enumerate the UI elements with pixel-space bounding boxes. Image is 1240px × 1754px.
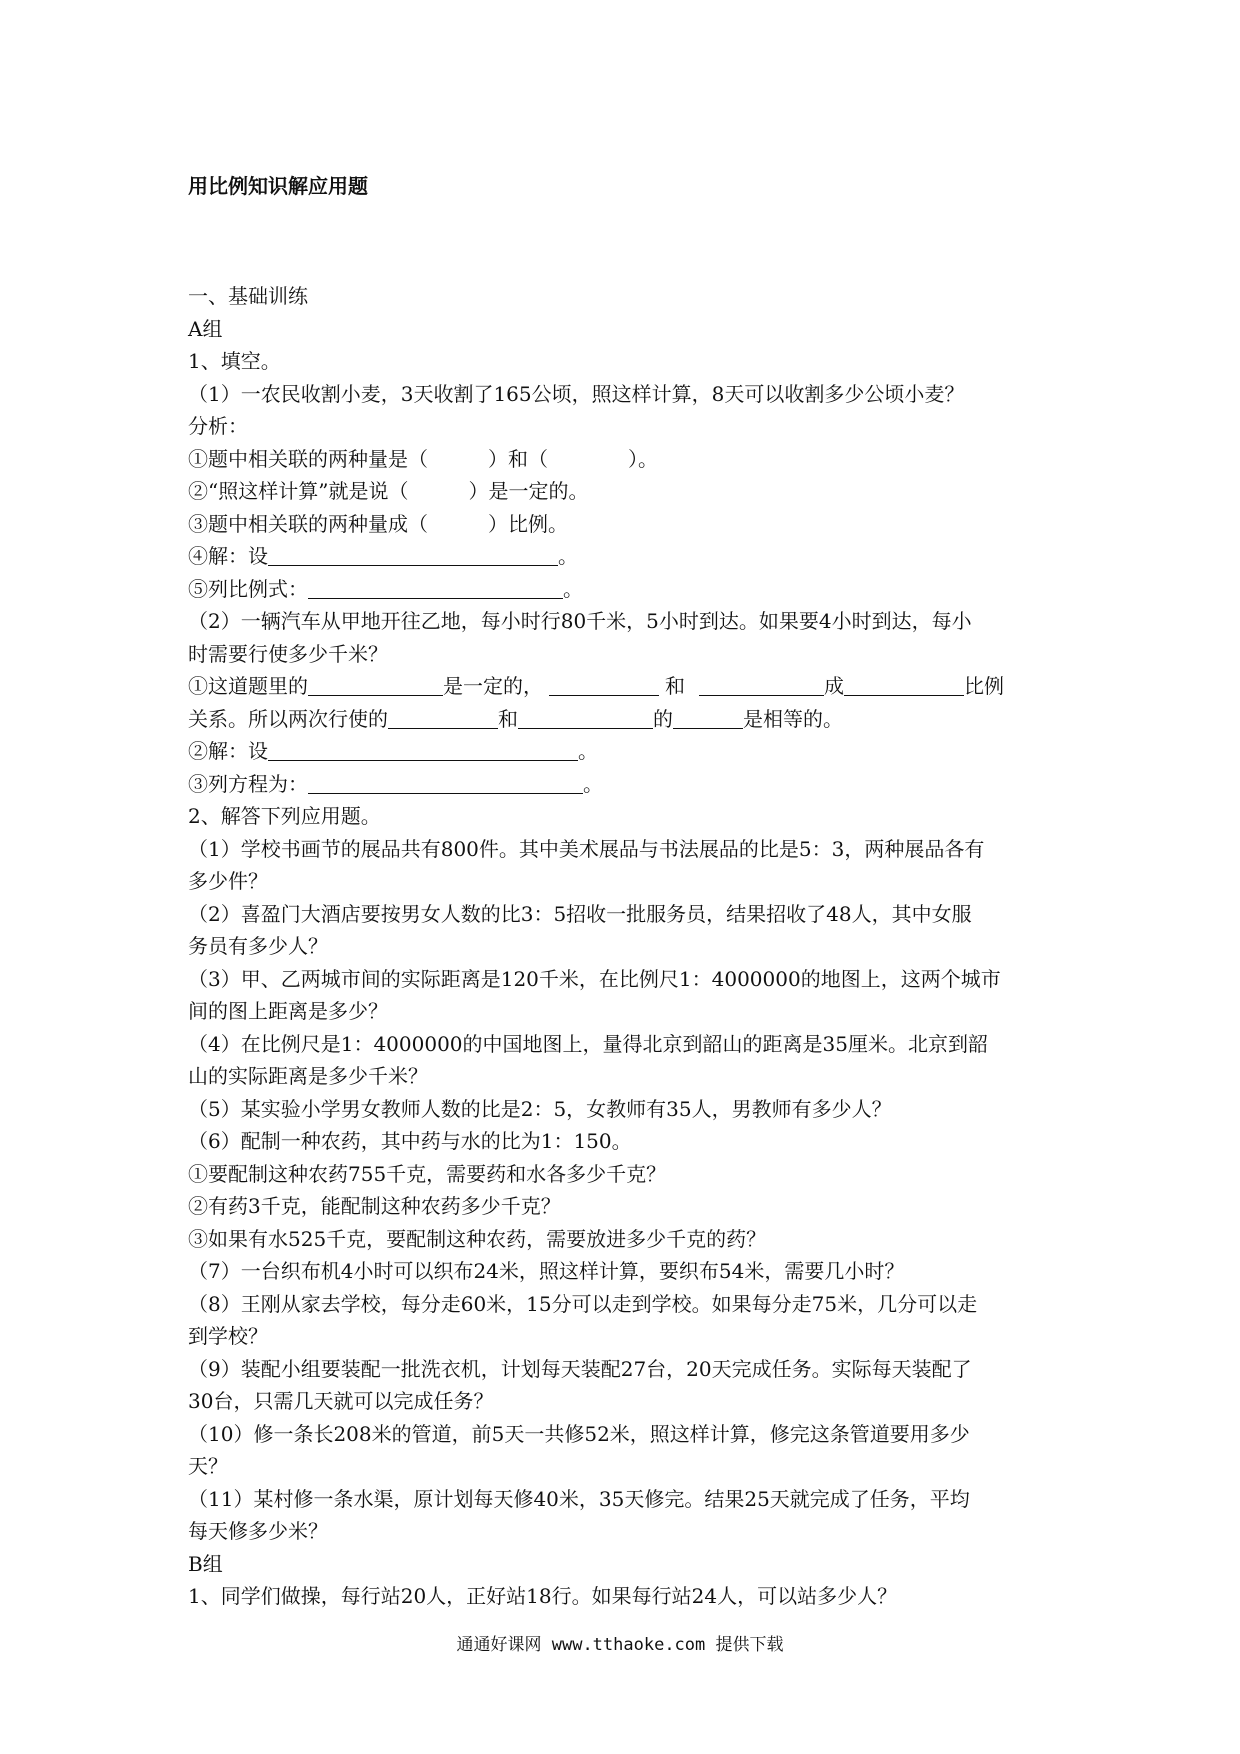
- q1-p1-analysis: 分析：: [188, 414, 248, 438]
- q1-p2-text-b: 时需要行使多少千米？: [188, 641, 388, 666]
- problem-line: ③如果有水525千克，要配制这种农药，需要放进多少千克的药？: [188, 1226, 767, 1251]
- step-end: 。: [583, 771, 603, 796]
- q1-p2-step3: [188, 768, 1068, 801]
- problem-line: （2）喜盈门大酒店要按男女人数的比3：5招收一批服务员，结果招收了48人，其中女服: [188, 901, 972, 926]
- problem-line: 多少件？: [188, 869, 268, 893]
- answer-blank[interactable]: [268, 545, 558, 566]
- answer-blank[interactable]: [518, 708, 653, 729]
- step4-label: ④解：设: [188, 544, 268, 568]
- answer-blank[interactable]: [388, 708, 498, 729]
- problem-line: （11）某村修一条水渠，原计划每天修40米，35天修完。结果25天就完成了任务，平均: [188, 1486, 970, 1511]
- problem-line: 每天修多少米？: [188, 1519, 328, 1543]
- problem-line: 务员有多少人？: [188, 934, 328, 958]
- section-heading: 一、基础训练: [188, 284, 308, 308]
- problem-line: 天？: [188, 1454, 228, 1478]
- answer-blank[interactable]: [673, 708, 743, 729]
- answer-blank[interactable]: [308, 578, 563, 599]
- group-a-heading: A组: [188, 316, 223, 341]
- step5-label: ⑤列比例式：: [188, 576, 308, 601]
- q1-p2-step1-line2: [188, 703, 1068, 736]
- q1-p2-step2: [188, 735, 1068, 768]
- problem-line: （1）学校书画节的展品共有800件。其中美术展品与书法展品的比是5：3，两种展品各有: [188, 836, 985, 861]
- q1-p1-text: （1）一农民收割小麦，3天收割了165公顷，照这样计算，8天可以收割多少公顷小麦？: [188, 381, 965, 406]
- problem-line: （4）在比例尺是1：4000000的中国地图上，量得北京到韶山的距离是35厘米。北京到韶: [188, 1031, 988, 1056]
- fill-text: 和: [665, 674, 685, 698]
- step-end: 。: [578, 739, 598, 763]
- footer-credit: 通通好课网 www.tthaoke.com 提供下载: [456, 1635, 784, 1655]
- problem-line: （7）一台织布机4小时可以织布24米，照这样计算，要织布54米，需要几小时？: [188, 1259, 905, 1283]
- answer-blank[interactable]: [268, 740, 578, 761]
- q2-problem-list: [188, 833, 1068, 1548]
- problem-line: （5）某实验小学男女教师人数的比是2：5，女教师有35人，男教师有多少人？: [188, 1096, 892, 1121]
- answer-blank[interactable]: [308, 773, 583, 794]
- problem-line: ①要配制这种农药755千克，需要药和水各多少千克？: [188, 1161, 667, 1186]
- fill-text: 是一定的，: [443, 674, 543, 698]
- q1-p1-step3: ③题中相关联的两种量成（ ）比例。: [188, 511, 568, 536]
- q2-heading: 2、解答下列应用题。: [188, 804, 381, 828]
- step-label: ②解：设: [188, 739, 268, 763]
- problem-line: 到学校？: [188, 1324, 268, 1348]
- problem-line: （3）甲、乙两城市间的实际距离是120千米，在比例尺1：4000000的地图上，这两个城市: [188, 966, 1001, 991]
- problem-line: 间的图上距离是多少？: [188, 999, 388, 1023]
- step5-end: 。: [563, 576, 583, 601]
- answer-blank[interactable]: [308, 675, 443, 696]
- answer-blank[interactable]: [699, 675, 824, 696]
- step-label: ③列方程为：: [188, 771, 308, 796]
- problem-line: （6）配制一种农药，其中药与水的比为1：150。: [188, 1129, 632, 1153]
- problem-line: 30台，只需几天就可以完成任务？: [188, 1389, 494, 1413]
- fill-text: 是相等的。: [743, 706, 843, 731]
- fill-text: 成: [824, 674, 844, 698]
- q1-p1-step4: [188, 540, 1068, 573]
- problem-line: 山的实际距离是多少千米？: [188, 1064, 428, 1088]
- answer-blank[interactable]: [549, 675, 659, 696]
- answer-blank[interactable]: [844, 675, 964, 696]
- fill-text: 的: [653, 706, 673, 731]
- q1-p1-step2: ②“照这样计算”就是说（ ）是一定的。: [188, 479, 589, 503]
- b1-problem: 1、同学们做操，每行站20人，正好站18行。如果每行站24人，可以站多少人？: [188, 1584, 898, 1608]
- problem-line: （8）王刚从家去学校，每分走60米，15分可以走到学校。如果每分走75米，几分可以走: [188, 1291, 978, 1316]
- q1-p2-text-a: （2）一辆汽车从甲地开往乙地，每小时行80千米，5小时到达。如果要4小时到达，每小: [188, 609, 972, 633]
- q1-heading: 1、填空。: [188, 349, 281, 373]
- fill-text: 关系。所以两次行使的: [188, 706, 388, 731]
- problem-line: ②有药3千克，能配制这种农药多少千克？: [188, 1194, 561, 1218]
- fill-text: 和: [498, 706, 518, 731]
- group-b-heading: B组: [188, 1551, 223, 1576]
- problem-line: （9）装配小组要装配一批洗衣机，计划每天装配27台，20天完成任务。实际每天装配了: [188, 1356, 972, 1381]
- step4-end: 。: [558, 544, 578, 568]
- q1-p1-step5: [188, 573, 1068, 606]
- fill-text: ①这道题里的: [188, 674, 308, 698]
- q1-p2-step1-line1: [188, 670, 1068, 703]
- worksheet-content: [188, 168, 1068, 1613]
- page-title: 用比例知识解应用题: [188, 174, 368, 198]
- problem-line: （10）修一条长208米的管道，前5天一共修52米，照这样计算，修完这条管道要用多少: [188, 1421, 970, 1446]
- q1-p1-step1: ①题中相关联的两种量是（ ）和（ ）。: [188, 446, 658, 471]
- fill-text: 比例: [964, 674, 1004, 698]
